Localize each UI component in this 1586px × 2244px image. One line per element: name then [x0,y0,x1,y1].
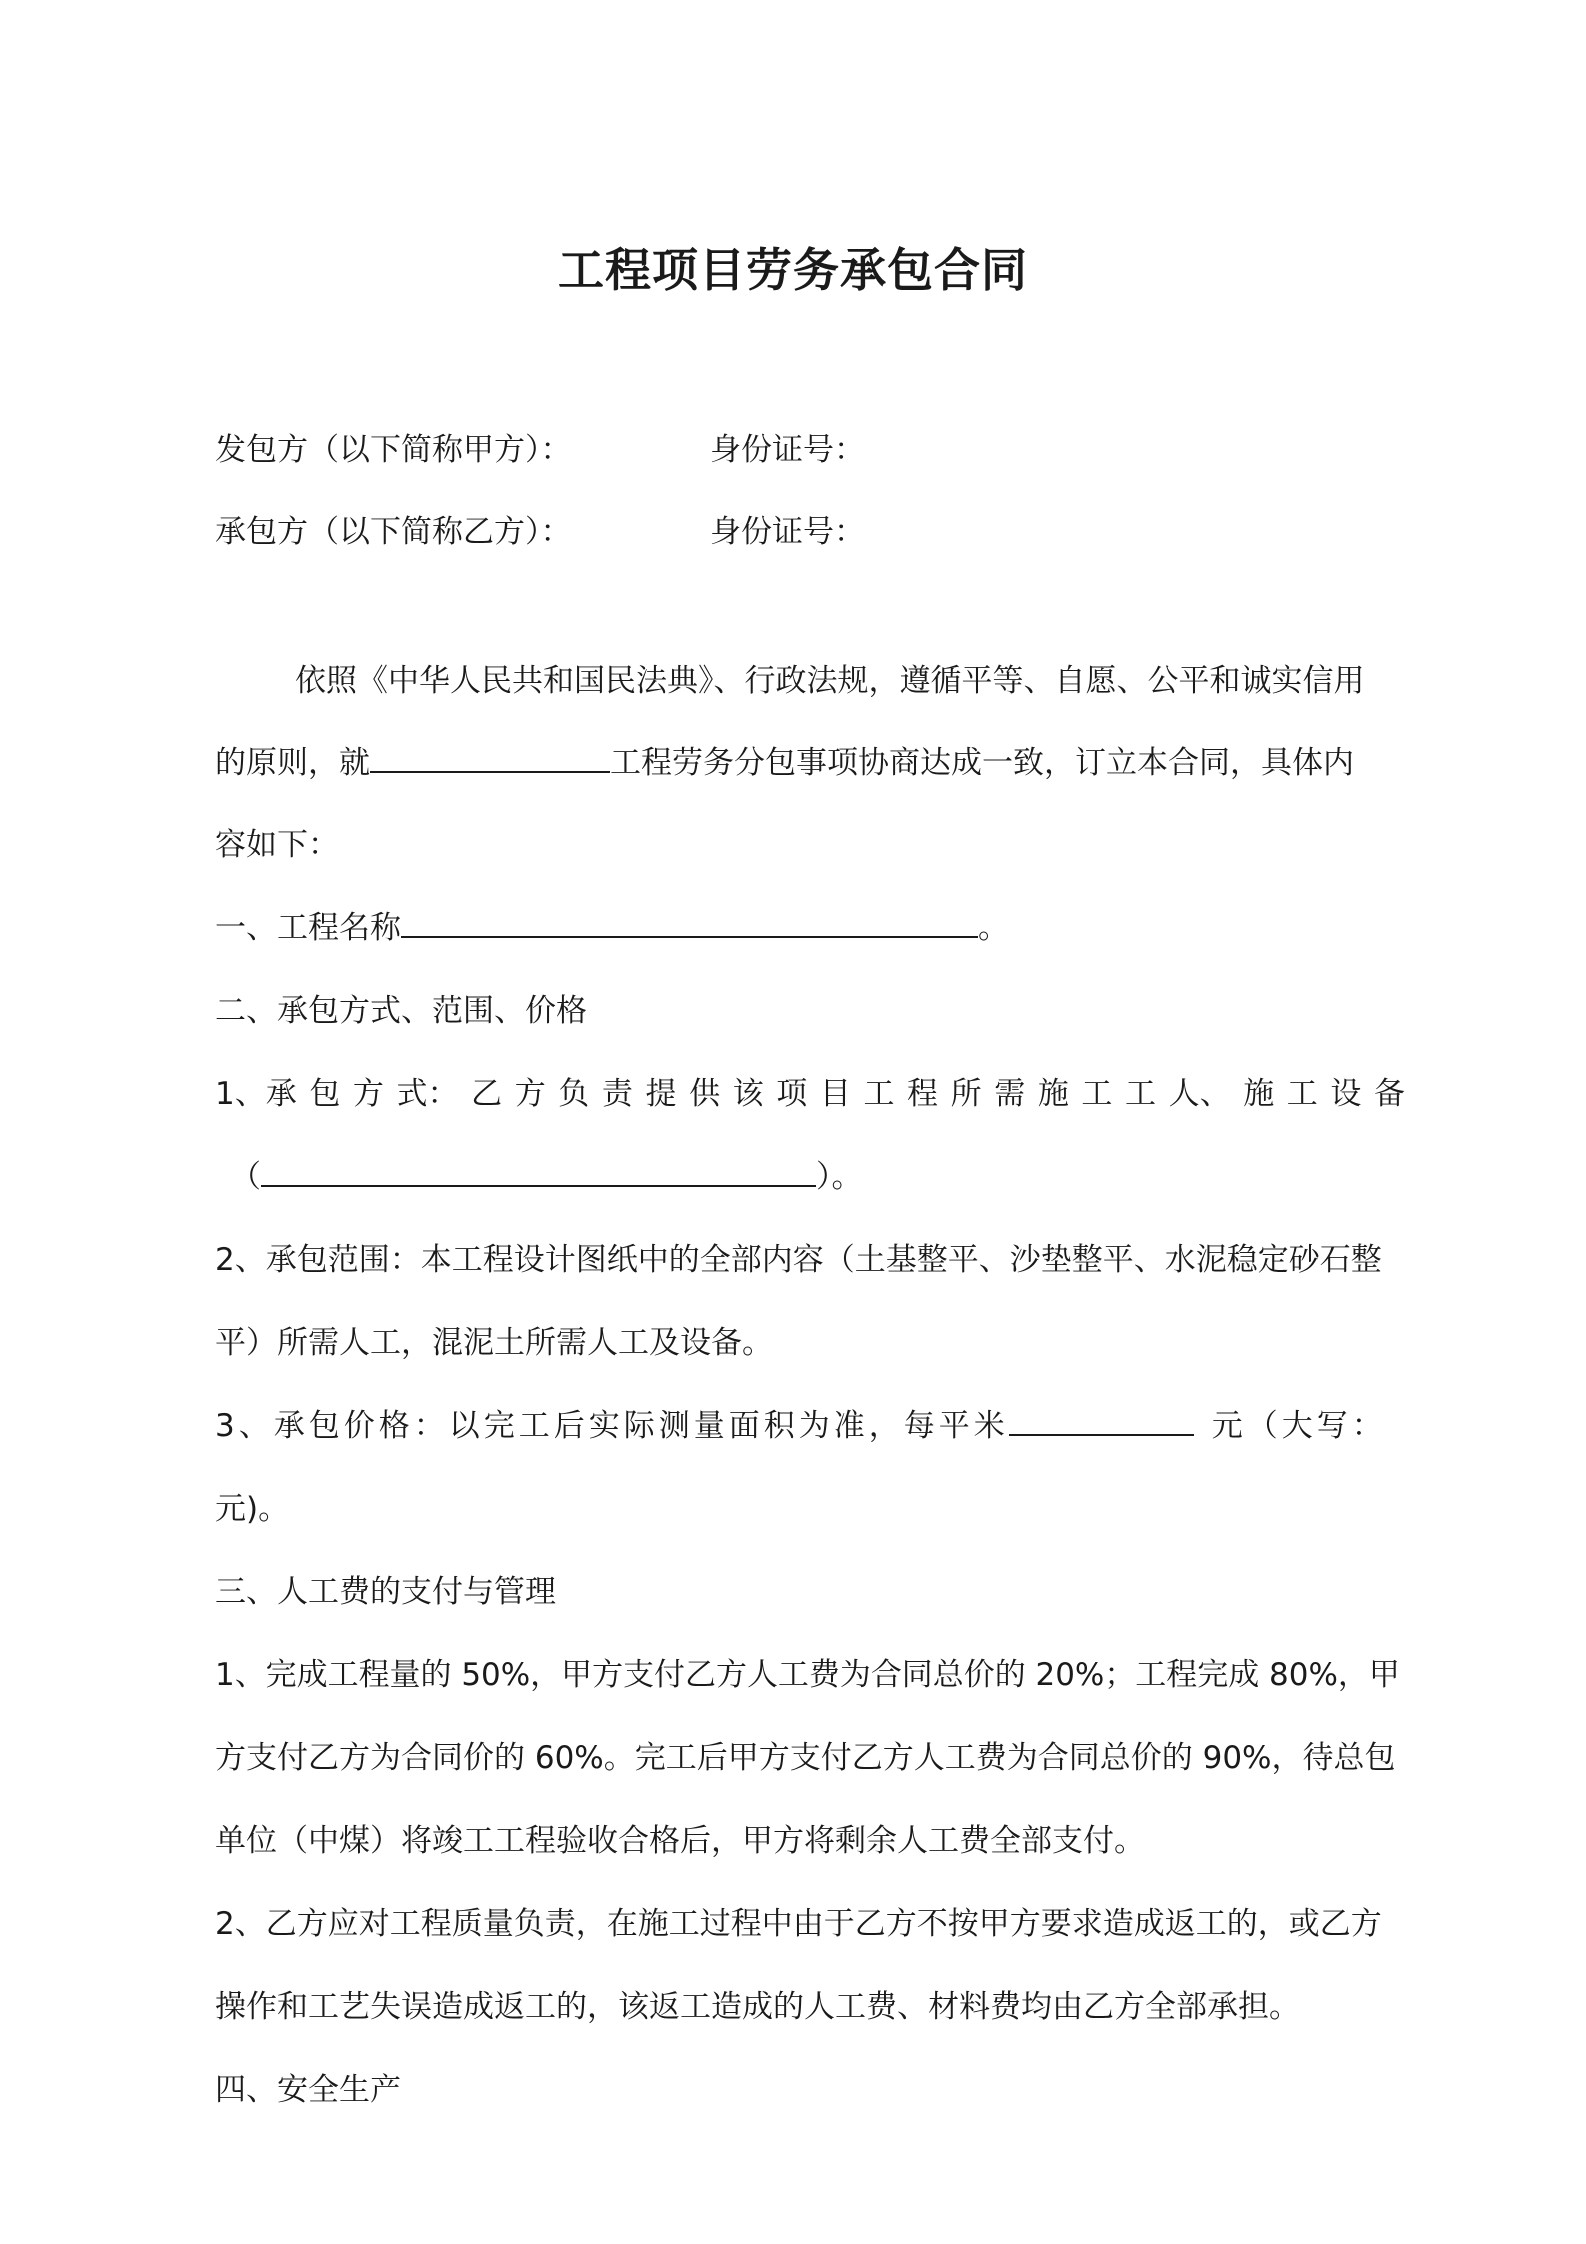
project-blank[interactable] [370,741,610,773]
item1-char-12: 目 [819,1076,851,1112]
section2-item3-line2: 元)。 [215,1491,290,1527]
item1-char-22: 工 [1286,1076,1318,1112]
section2-item3-line1 [215,1404,1387,1448]
item3-after: 元（大写： [1211,1408,1387,1444]
item3-before: 3、承包价格：以完工后实际测量面积为准，每平米 [215,1408,1009,1444]
preamble-line-2-after: 工程劳务分包事项协商达成一致，订立本合同，具体内 [610,745,1354,781]
price-blank[interactable] [1009,1404,1194,1436]
item1-close-paren: ）。 [816,1159,863,1195]
item1-char-21: 施 [1243,1076,1275,1112]
item1-char-9: 供 [689,1076,721,1112]
preamble-line-2-before: 的原则，就 [215,745,370,781]
item1-char-17: 施 [1037,1076,1069,1112]
section2-item1-line2 [230,1155,863,1199]
section2-item1-line1 [215,1072,1405,1116]
item1-char-6: 负 [558,1076,590,1112]
item1-char-1: 包 [309,1076,341,1112]
section4-heading: 四、安全生产 [215,2072,401,2108]
item1-char-18: 工 [1081,1076,1113,1112]
section3-item1-line2: 方支付乙方为合同价的 60%。完工后甲方支付乙方人工费为合同总价的 90%，待总包 [215,1740,1396,1776]
section2-item2-line2: 平）所需人工，混泥土所需人工及设备。 [215,1325,773,1361]
section1-end: 。 [978,910,1009,946]
item1-open-paren: （ [230,1159,261,1195]
item1-char-23: 设 [1330,1076,1362,1112]
project-name-blank[interactable] [401,906,978,938]
item1-char-0: 1、承 [215,1076,297,1112]
employer-label: 发包方（以下简称甲方）： [215,432,572,468]
section1-line [215,906,1009,950]
item1-char-5: 方 [514,1076,546,1112]
item1-char-2: 方 [352,1076,384,1112]
item1-char-15: 所 [950,1076,982,1112]
section3-item2-line1: 2、乙方应对工程质量负责，在施工过程中由于乙方不按甲方要求造成返工的，或乙方 [215,1906,1382,1942]
contractor-id-label: 身份证号： [710,514,865,550]
item1-char-24: 备 [1373,1076,1405,1112]
item1-char-13: 工 [863,1076,895,1112]
item1-char-4: 乙 [471,1076,503,1112]
item1-char-19: 工 [1125,1076,1157,1112]
item1-char-14: 程 [907,1076,939,1112]
section3-item2-line2: 操作和工艺失误造成返工的，该返工造成的人工费、材料费均由乙方全部承担。 [215,1989,1300,2025]
document-title: 工程项目劳务承包合同 [558,243,1028,297]
section3-item1-line3: 单位（中煤）将竣工工程验收合格后，甲方将剩余人工费全部支付。 [215,1823,1145,1859]
item1-char-11: 项 [776,1076,808,1112]
preamble-line-3: 容如下： [215,827,339,863]
section2-heading: 二、承包方式、范围、价格 [215,993,587,1029]
item1-char-7: 责 [601,1076,633,1112]
item1-char-20: 人、 [1168,1076,1231,1112]
preamble-line-1: 依照《中华人民共和国民法典》、行政法规，遵循平等、自愿、公平和诚实信用 [295,663,1365,699]
item1-char-3: 式： [396,1076,459,1112]
item1-char-8: 提 [645,1076,677,1112]
employer-id-label: 身份证号： [710,432,865,468]
section3-heading: 三、人工费的支付与管理 [215,1574,556,1610]
contractor-label: 承包方（以下简称乙方）： [215,514,572,550]
item1-char-16: 需 [994,1076,1026,1112]
item1-char-10: 该 [732,1076,764,1112]
section3-item1-line1: 1、完成工程量的 50%，甲方支付乙方人工费为合同总价的 20%；工程完成 80%，甲 [215,1657,1400,1693]
section2-item2-line1: 2、承包范围：本工程设计图纸中的全部内容（土基整平、沙垫整平、水泥稳定砂石整 [215,1242,1382,1278]
equipment-blank[interactable] [261,1155,816,1187]
section1-label: 一、工程名称 [215,910,401,946]
preamble-line-2 [215,741,1354,785]
